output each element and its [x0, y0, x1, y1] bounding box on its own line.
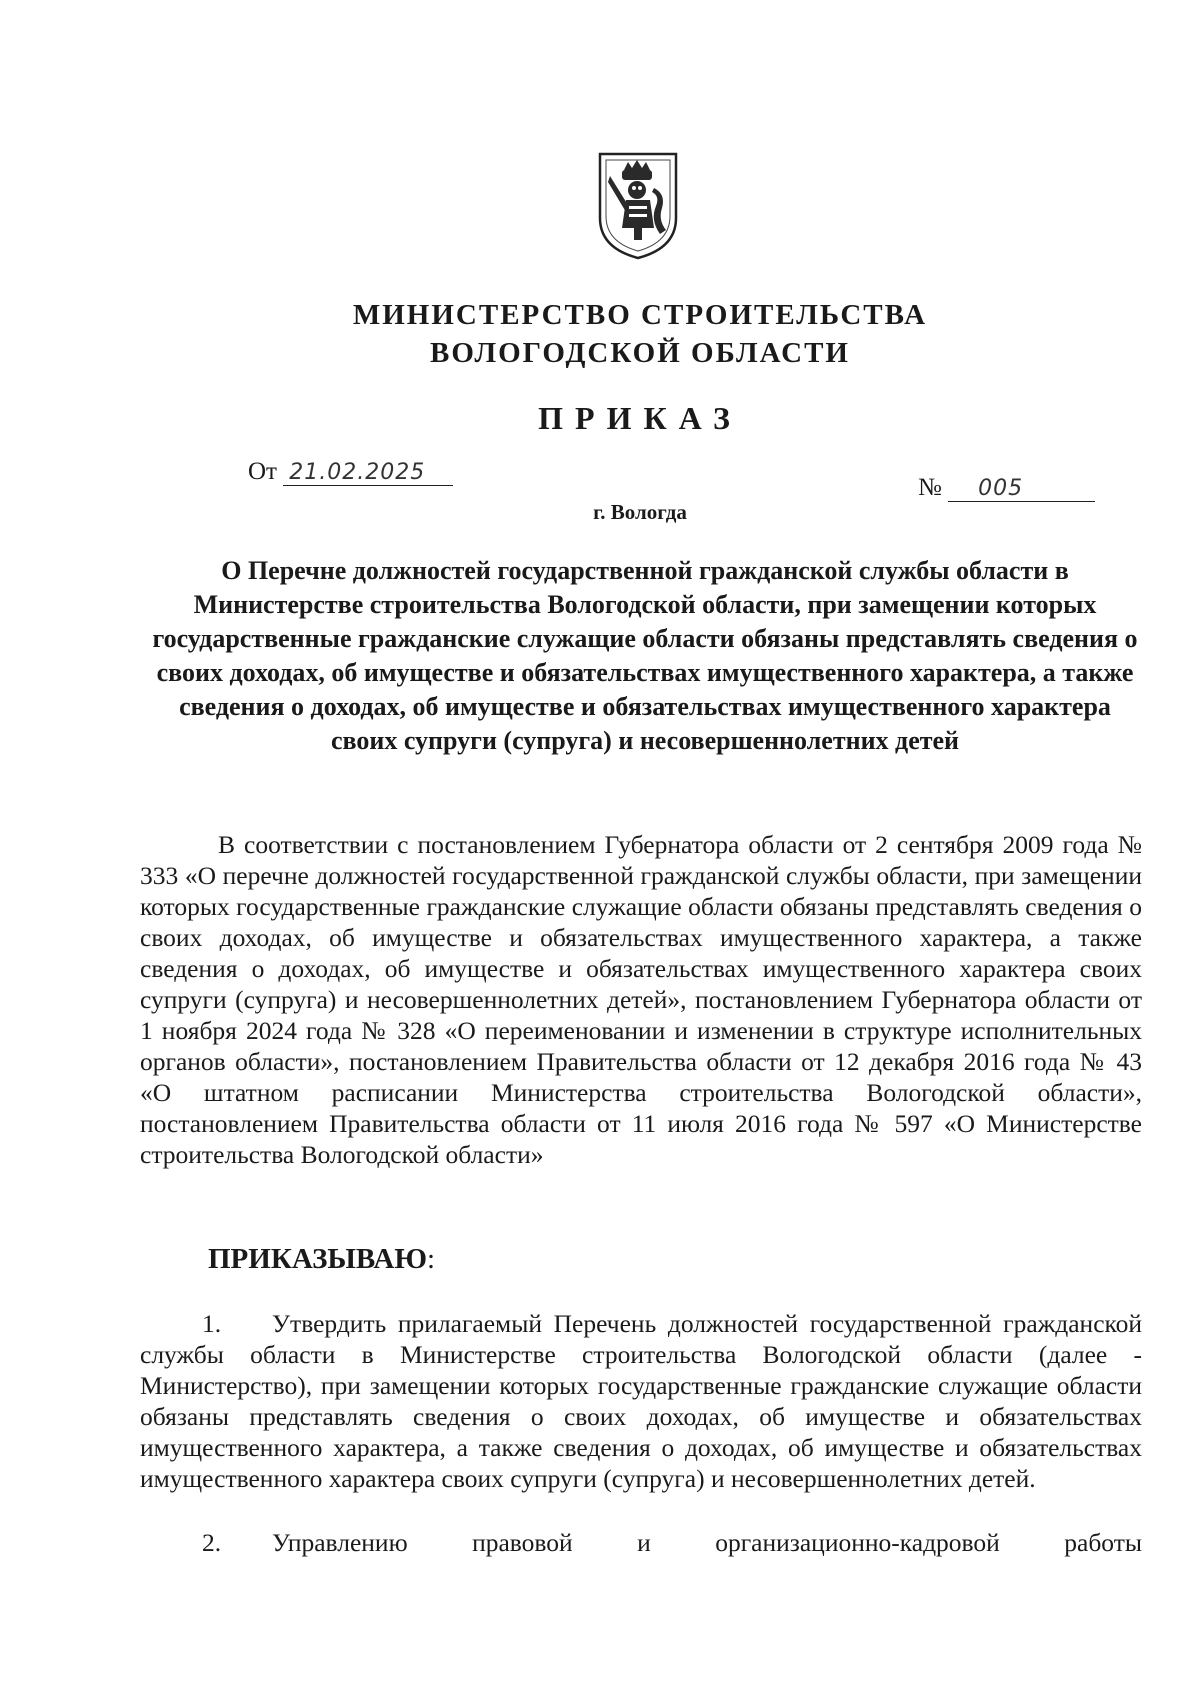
order-subject: О Перечне должностей государственной гражданской службы области в Министерстве строительства Вологодской области, при замещении которых государственные гражданские служащие области обязаны представлять сведения о своих доходах, об имуществе и обязательствах имущественного характера, а также сведения о доходах, об имуществе и обязательствах имущественного характера своих супруги (супруга) и несовершеннолетних детей — [152, 556, 1138, 755]
decree-heading — [208, 1243, 435, 1276]
decree-word: ПРИКАЗЫВАЮ — [208, 1243, 427, 1275]
ministry-name — [300, 296, 980, 372]
vologda-coat-of-arms-icon — [596, 148, 680, 262]
item-number: 2. — [202, 1528, 222, 1557]
ministry-name-line1: МИНИСТЕРСТВО СТРОИТЕЛЬСТВА — [352, 299, 928, 331]
preamble-paragraph: В соответствии с постановлением Губернатора области от 2 сентября 2009 года № 333 «О перечне должностей государственной гражданской службы области, при замещении которых государственные гражданские служащие области обязаны представлять сведения о своих доходах, об имуществе и обязательствах имущественного характера, а также сведения о доходах, об имуществе и обязательствах имущественного характера своих супруги (супруга) и несовершеннолетних детей», постановлением Губернатора области от 1 ноября 2024 года № 328 «О переименовании и изменении в структуре исполнительных органов области», постановлением Правительства области от 12 декабря 2016 года № 43 «О штатном расписании Министерства строительства Вологодской области», постановлением Правительства области от 11 июля 2016 года № 597 «О Министерстве строительства Вологодской области» — [140, 830, 1142, 1169]
item-text: Управлению правовой и организационно-кадровой работы — [272, 1528, 1142, 1557]
date-value: 21.02.2025 — [283, 460, 453, 486]
item-number: 1. — [202, 1309, 222, 1338]
item-text: Утвердить прилагаемый Перечень должностей государственной гражданской службы области в Министерстве строительства Вологодской области (далее - Министерство), при замещении которых государственные гражданские служащие области обязаны представлять сведения о своих доходах, об имуществе и обязательствах имущественного характера, а также сведения о доходах, об имуществе и обязательствах имущественного характера своих супруги (супруга) и несовершеннолетних детей. — [140, 1309, 1142, 1493]
decree-colon: : — [426, 1243, 436, 1275]
document-type-title: ПРИКАЗ — [538, 400, 742, 436]
ministry-name-line2: ВОЛОГОДСКОЙ ОБЛАСТИ — [430, 337, 850, 369]
list-item — [140, 1308, 1142, 1494]
order-number — [918, 474, 1095, 502]
date-prefix: От — [248, 458, 277, 485]
list-item — [140, 1527, 1142, 1558]
city-name: г. Вологда — [593, 500, 687, 524]
order-date — [248, 458, 453, 486]
number-value: 005 — [948, 476, 1095, 502]
number-prefix: № — [918, 474, 942, 501]
